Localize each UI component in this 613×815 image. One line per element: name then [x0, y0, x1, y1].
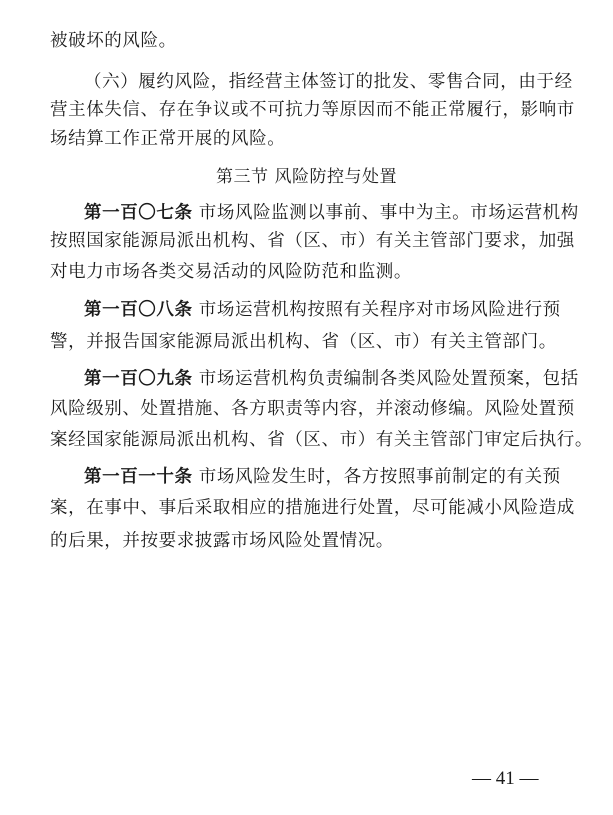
article-110-title: 第一百一十条 [84, 467, 193, 487]
article-109-line-1-text: 市场运营机构负责编制各类风险处置预案，包括 [192, 369, 579, 389]
article-108-title: 第一百〇八条 [84, 300, 193, 320]
article-110-line-3: 的后果，并按要求披露市场风险处置情况。 [50, 531, 394, 551]
article-108-line-1-text: 市场运营机构按照有关程序对市场风险进行预 [192, 300, 561, 320]
article-107-line-3: 对电力市场各类交易活动的风险防范和监测。 [50, 262, 412, 282]
article-108-line-2: 警，并报告国家能源局派出机构、省（区、市）有关主管部门。 [50, 332, 557, 352]
carryover-line: 被破坏的风险。 [50, 31, 177, 51]
paragraph-six-line-3: 场结算工作正常开展的风险。 [50, 129, 286, 149]
article-107-line-1 [84, 202, 579, 224]
article-109-line-3: 案经国家能源局派出机构、省（区、市）有关主管部门审定后执行。 [50, 430, 593, 450]
article-107-line-2: 按照国家能源局派出机构、省（区、市）有关主管部门要求，加强 [50, 231, 575, 251]
article-110-line-1 [84, 466, 561, 488]
article-108-line-1 [84, 299, 561, 321]
article-110-line-1-text: 市场风险发生时，各方按照事前制定的有关预 [192, 467, 561, 487]
article-109-line-2: 风险级别、处置措施、各方职责等内容，并滚动修编。风险处置预 [50, 399, 575, 419]
article-107-title: 第一百〇七条 [84, 203, 193, 223]
section-heading: 第三节 风险防控与处置 [216, 167, 397, 187]
paragraph-six-line-1: （六）履约风险，指经营主体签订的批发、零售合同，由于经 [84, 72, 573, 92]
paragraph-six-line-2: 营主体失信、存在争议或不可抗力等原因而不能正常履行，影响市 [50, 100, 575, 120]
article-109-line-1 [84, 368, 579, 390]
page-number: — 41 — [472, 768, 539, 789]
article-107-line-1-text: 市场风险监测以事前、事中为主。市场运营机构 [192, 203, 579, 223]
article-110-line-2: 案，在事中、事后采取相应的措施进行处置，尽可能减小风险造成 [50, 498, 575, 518]
article-109-title: 第一百〇九条 [84, 369, 193, 389]
